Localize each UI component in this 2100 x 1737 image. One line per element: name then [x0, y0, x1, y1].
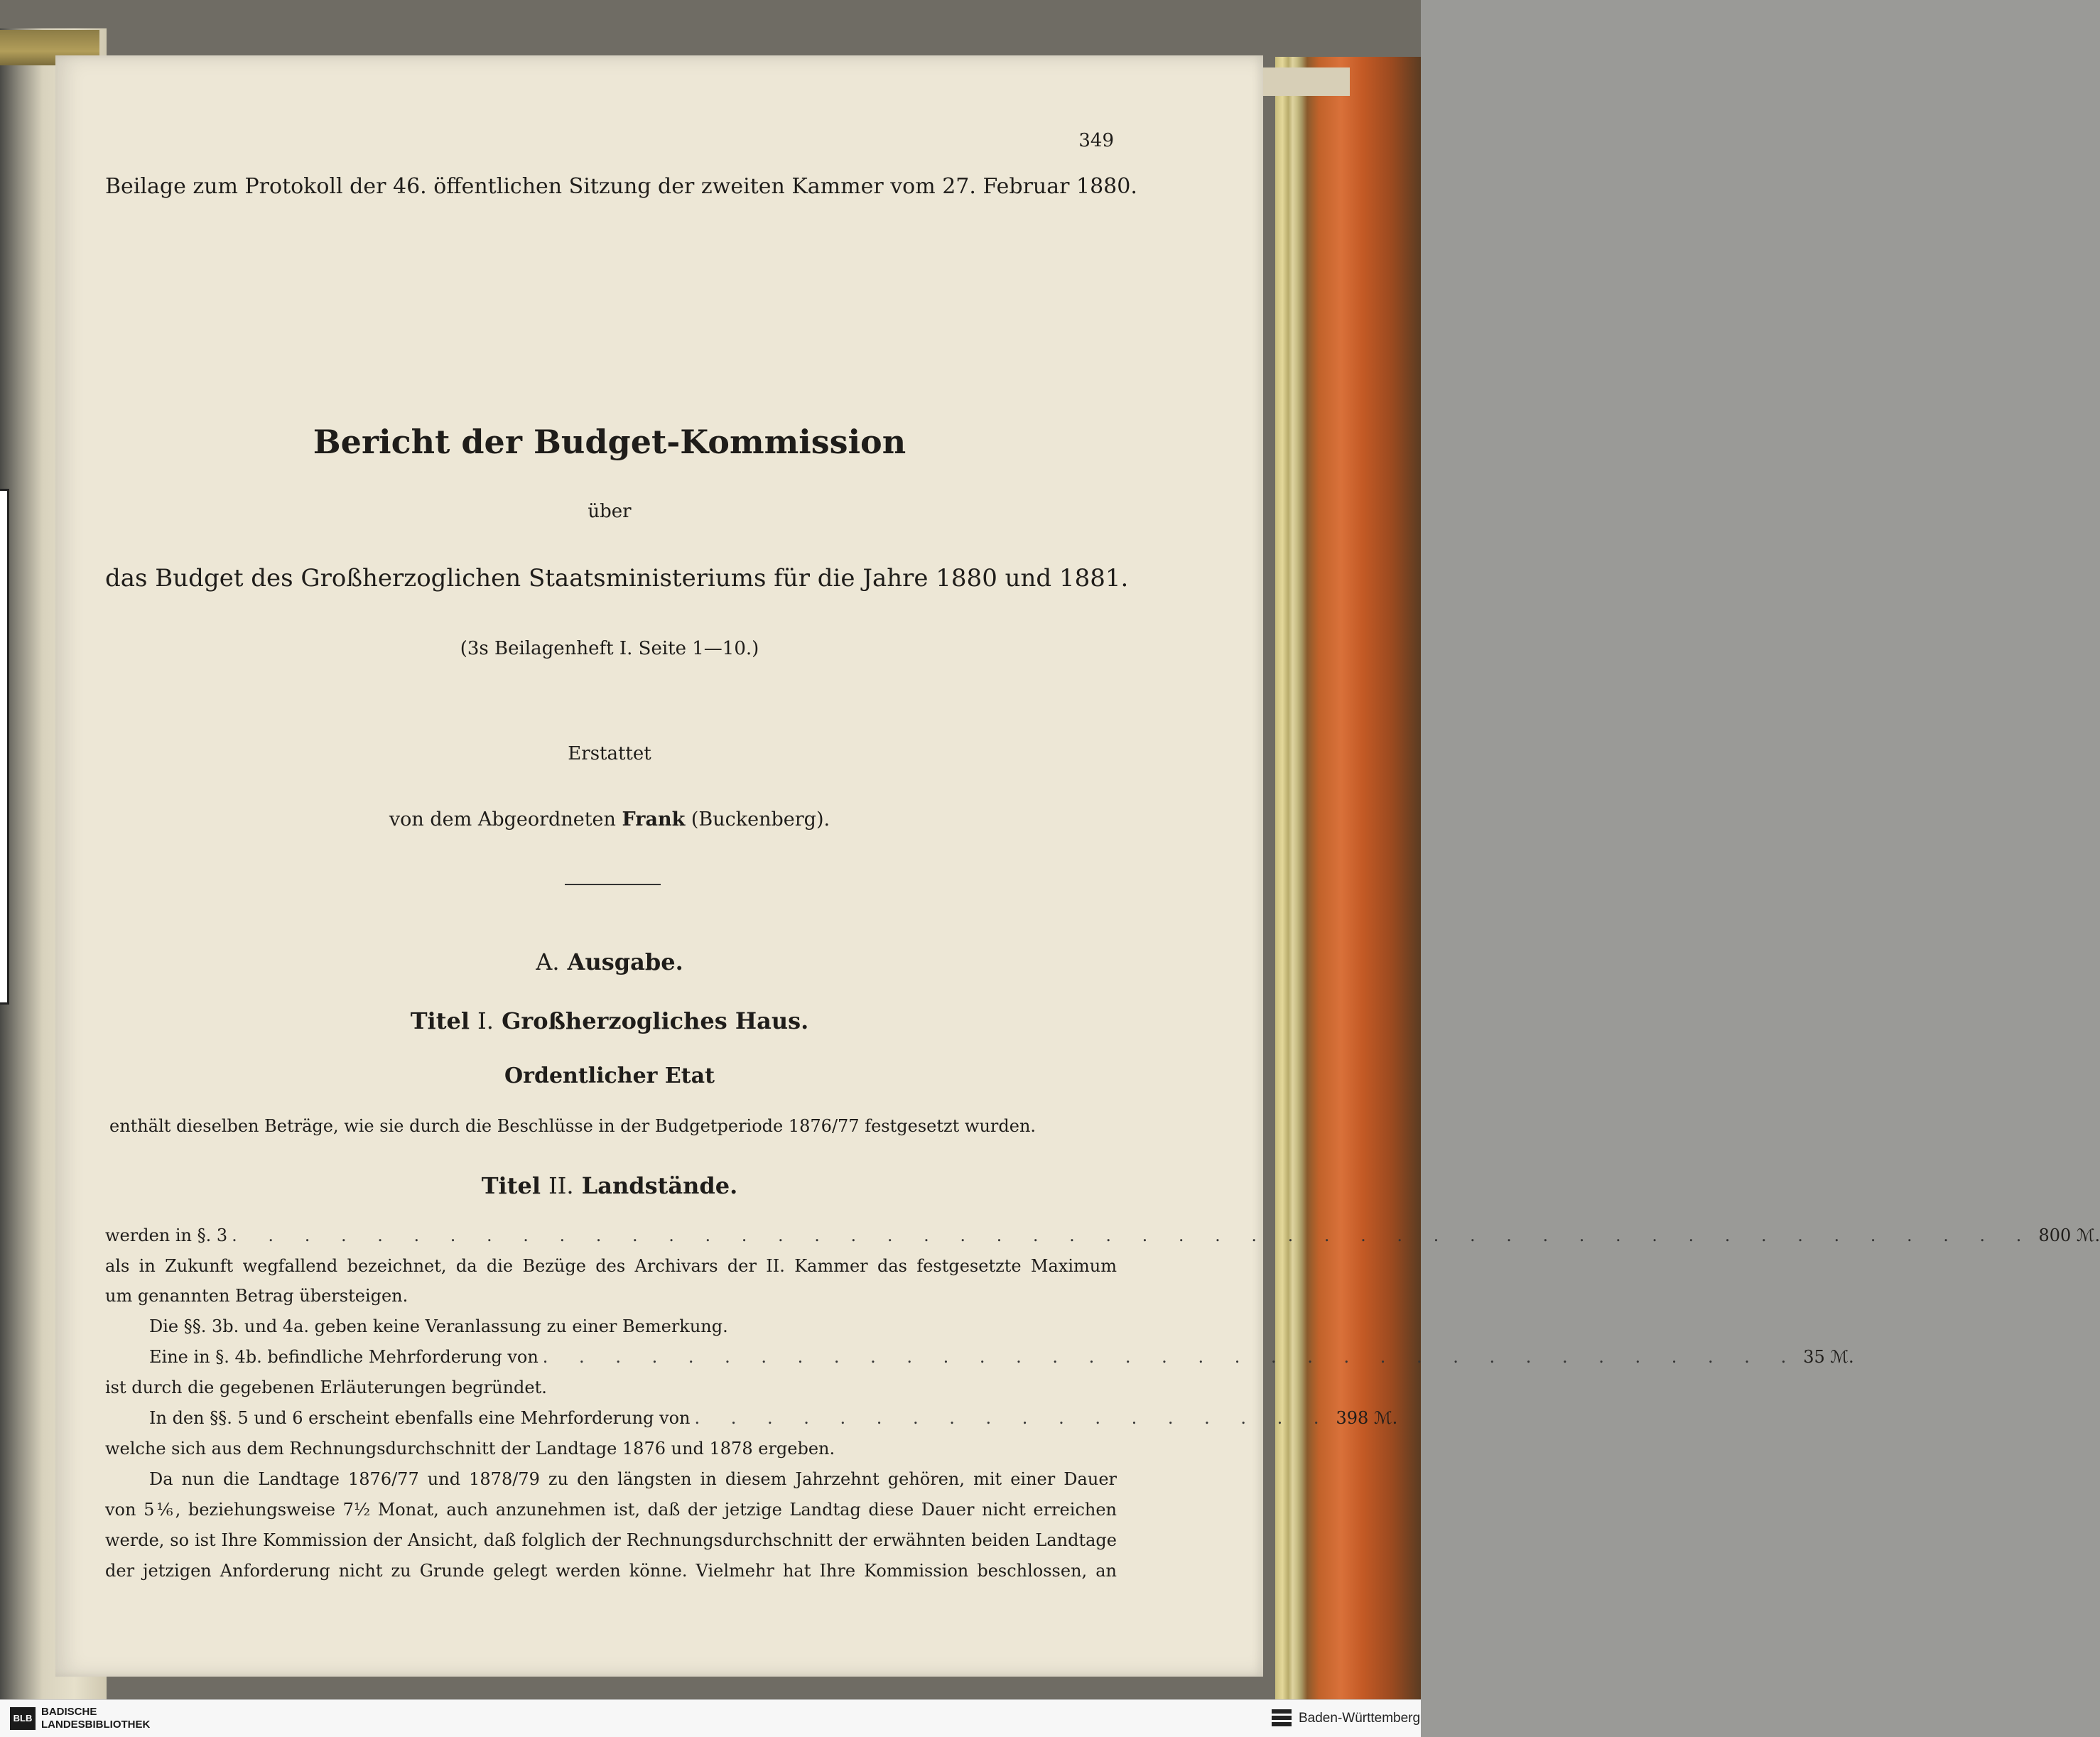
- entry-amount: 800 ℳ.: [2038, 1225, 2100, 1245]
- titel-1-heading: [105, 1007, 1114, 1034]
- reference-line: (3s Beilagenheft I. Seite 1—10.): [460, 638, 759, 659]
- titel-2-name: Landstände.: [581, 1172, 738, 1199]
- page-header-line: Beilage zum Protokoll der 46. öffentlichen Sitzung der zweiten Kammer vom 27. Februar 1880.: [105, 174, 1137, 199]
- library-name[interactable]: [41, 1706, 150, 1731]
- report-subject: das Budget des Großherzoglichen Staatsministeriums für die Jahre 1880 und 1881.: [105, 564, 1129, 592]
- section-title: Ausgabe.: [567, 948, 683, 975]
- document-page: [55, 55, 1263, 1677]
- book-cover-edge: [1275, 57, 1421, 1699]
- entry-label: werden in §. 3: [105, 1225, 228, 1245]
- baden-wuerttemberg-name[interactable]: Baden-Württemberg: [1299, 1711, 1421, 1726]
- body-line: der jetzigen Anforderung nicht zu Grunde gelegt werden könne. Vielmehr hat Ihre Kommission beschlossen, an: [105, 1561, 1117, 1581]
- etat-paragraph: enthält dieselben Beträge, wie sie durch die Beschlüsse in der Budgetperiode 1876/77 festgesetzt wurden.: [109, 1116, 1037, 1136]
- page-number: 349: [1078, 130, 1114, 151]
- titel-1-name: Großherzogliches Haus.: [502, 1007, 809, 1034]
- reporter-prefix: von dem Abgeordneten: [389, 808, 616, 830]
- leader-dots: . . . . . . . . . . . . . . . . . .: [694, 1408, 1332, 1428]
- body-line: um genannten Betrag übersteigen.: [105, 1286, 408, 1306]
- blb-logo-icon[interactable]: BLB: [10, 1707, 36, 1730]
- body-line: von 5⅙, beziehungsweise 7½ Monat, auch anzunehmen ist, daß der jetzige Landtag diese Dauer nicht erreichen: [105, 1500, 1117, 1520]
- section-letter: A.: [536, 948, 560, 975]
- body-line: ist durch die gegebenen Erläuterungen begründet.: [105, 1378, 547, 1397]
- section-divider: [565, 884, 661, 885]
- body-line: Die §§. 3b. und 4a. geben keine Veranlassung zu einer Bemerkung.: [149, 1316, 728, 1336]
- entry-paragraph-3: [105, 1225, 2100, 1245]
- titel-2-number: II.: [548, 1172, 574, 1199]
- entry-label: In den §§. 5 und 6 erscheint ebenfalls eine Mehrforderung von: [149, 1408, 691, 1428]
- titel-2-heading: [105, 1172, 1114, 1199]
- entry-amount: 35 ℳ.: [1803, 1347, 1854, 1367]
- previous-page-edge: [0, 489, 9, 1005]
- reporter-line: [105, 808, 1114, 830]
- leader-dots: . . . . . . . . . . . . . . . . . . . . . . . . . . . . . . . . . . .: [542, 1347, 1799, 1367]
- section-heading: [105, 948, 1114, 975]
- body-line: welche sich aus dem Rechnungsdurchschnitt der Landtage 1876 und 1878 ergeben.: [105, 1439, 835, 1459]
- entry-paragraph-5-6: [149, 1408, 1398, 1428]
- reporter-name: Frank: [622, 808, 686, 830]
- entry-label: Eine in §. 4b. befindliche Mehrforderung von: [149, 1347, 538, 1367]
- titel-2-label: Titel: [481, 1172, 541, 1199]
- ueber-line: über: [588, 501, 632, 522]
- library-name-line-2: LANDESBIBLIOTHEK: [41, 1719, 151, 1731]
- body-line: werde, so ist Ihre Kommission der Ansicht, daß folglich der Rechnungsdurchschnitt der erwähnten beiden Landtage: [105, 1530, 1117, 1550]
- baden-wuerttemberg-logo-icon[interactable]: [1272, 1709, 1292, 1729]
- library-name-line-1: BADISCHE: [41, 1706, 97, 1718]
- titel-1-number: I.: [477, 1007, 494, 1034]
- entry-paragraph-4b: [149, 1347, 1854, 1367]
- entry-amount: 398 ℳ.: [1336, 1408, 1398, 1428]
- etat-heading: Ordentlicher Etat: [504, 1064, 715, 1088]
- erstattet-line: Erstattet: [568, 743, 651, 764]
- titel-1-label: Titel: [410, 1007, 470, 1034]
- body-line: Da nun die Landtage 1876/77 und 1878/79 zu den längsten in diesem Jahrzehnt gehören, mit einer Dauer: [149, 1469, 1117, 1489]
- report-title: Bericht der Budget-Kommission: [313, 423, 906, 461]
- reporter-suffix: (Buckenberg).: [691, 808, 830, 830]
- body-line: als in Zukunft wegfallend bezeichnet, da die Bezüge des Archivars der II. Kammer das festgesetzte Maximum: [105, 1256, 1117, 1276]
- viewer-footer: [0, 1699, 1421, 1737]
- leader-dots: . . . . . . . . . . . . . . . . . . . . . . . . . . . . . . . . . . . . . . . . . . . . . . . . . .: [232, 1225, 2035, 1245]
